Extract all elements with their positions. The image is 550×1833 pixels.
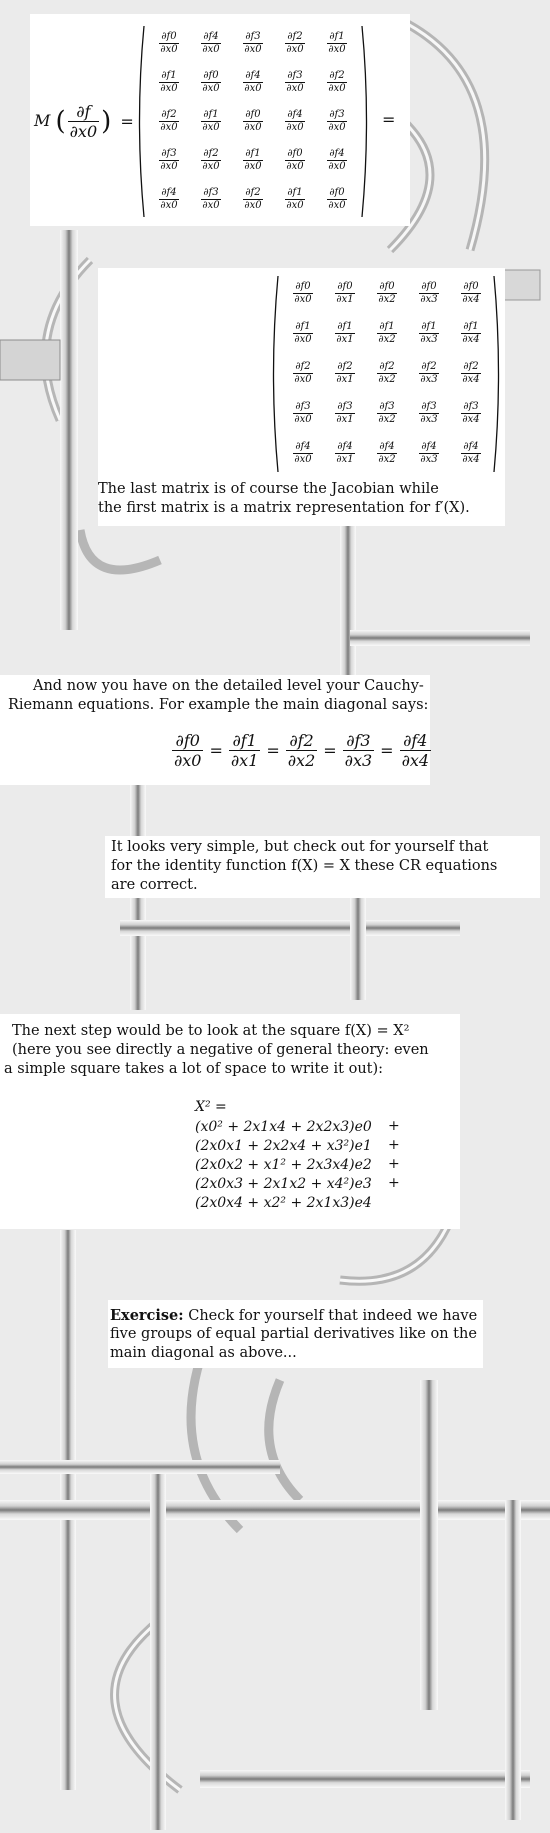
cr-fraction-0 xyxy=(172,731,203,770)
jacobian-matrix-denominator: ∂x4 xyxy=(462,374,480,385)
jacobian-matrix-cell-0-4 xyxy=(450,282,492,305)
top-matrix-numerator: ∂f3 xyxy=(161,148,177,159)
jacobian-matrix-denominator: ∂x0 xyxy=(294,414,312,425)
cr-equation xyxy=(170,731,433,770)
jacobian-matrix-cell-4-1 xyxy=(324,442,366,465)
top-matrix-cell-4-3 xyxy=(274,188,316,211)
top-matrix-denominator: ∂x0 xyxy=(286,161,304,172)
top-matrix-left-paren xyxy=(134,24,146,219)
jacobian-matrix-numerator: ∂f3 xyxy=(337,401,353,412)
jacobian-matrix-numerator: ∂f3 xyxy=(379,401,395,412)
jacobian-matrix-numerator: ∂f0 xyxy=(379,281,395,292)
jacobian-matrix xyxy=(282,274,492,474)
top-matrix-numerator: ∂f0 xyxy=(329,187,345,198)
jacobian-matrix-numerator: ∂f1 xyxy=(421,321,437,332)
jacobian-matrix-numerator: ∂f3 xyxy=(295,401,311,412)
top-matrix-cell-4-2 xyxy=(232,188,274,211)
exercise-text-1: Check for yourself that indeed we have xyxy=(188,1308,478,1324)
square-term-1: (2x0x1 + 2x2x4 + x3²)e1 xyxy=(195,1138,372,1154)
jacobian-matrix-numerator: ∂f1 xyxy=(379,321,395,332)
top-matrix-cell-2-3 xyxy=(274,110,316,133)
jacobian-matrix-cell-2-0 xyxy=(282,362,324,385)
square-line-2: (here you see directly a negative of general theory: even xyxy=(12,1042,429,1058)
top-matrix-denominator: ∂x0 xyxy=(328,200,346,211)
cr-fraction-1 xyxy=(229,731,260,770)
top-matrix-denominator: ∂x0 xyxy=(202,200,220,211)
top-matrix-denominator: ∂x0 xyxy=(202,44,220,55)
jacobian-matrix-denominator: ∂x4 xyxy=(462,294,480,305)
square-term-2: (2x0x2 + x1² + 2x3x4)e2 xyxy=(195,1157,372,1173)
top-matrix-numerator: ∂f2 xyxy=(245,187,261,198)
jacobian-matrix-denominator: ∂x4 xyxy=(462,334,480,345)
top-matrix-cell-1-3 xyxy=(274,71,316,94)
jacobian-matrix-numerator: ∂f2 xyxy=(295,361,311,372)
top-matrix-numerator: ∂f0 xyxy=(245,109,261,120)
top-matrix-denominator: ∂x0 xyxy=(202,122,220,133)
top-matrix-numerator: ∂f1 xyxy=(161,70,177,81)
top-matrix-numerator: ∂f4 xyxy=(329,148,345,159)
jacobian-matrix-denominator: ∂x3 xyxy=(420,414,438,425)
identity-panel xyxy=(105,836,540,898)
equals-sign: = xyxy=(120,112,134,131)
jacobian-matrix-cell-4-4 xyxy=(450,442,492,465)
square-line-3: a simple square takes a lot of space to write it out): xyxy=(4,1061,384,1077)
cr-equals: = xyxy=(209,741,223,760)
jacobian-matrix-denominator: ∂x1 xyxy=(336,414,354,425)
jacobian-matrix-cell-4-2 xyxy=(366,442,408,465)
cr-numerator: ∂f4 xyxy=(400,731,431,751)
jacobian-matrix-cell-4-3 xyxy=(408,442,450,465)
jacobian-matrix-cell-0-3 xyxy=(408,282,450,305)
top-matrix-numerator: ∂f2 xyxy=(161,109,177,120)
jacobian-right-paren xyxy=(492,274,504,474)
top-matrix-cell-2-4 xyxy=(316,110,358,133)
jacobian-matrix-denominator: ∂x3 xyxy=(420,334,438,345)
top-matrix-numerator: ∂f4 xyxy=(245,70,261,81)
top-matrix-denominator: ∂x0 xyxy=(286,44,304,55)
jacobian-matrix-denominator: ∂x0 xyxy=(294,334,312,345)
jacobian-matrix-cell-1-0 xyxy=(282,322,324,345)
top-matrix-numerator: ∂f3 xyxy=(287,70,303,81)
top-matrix-numerator: ∂f1 xyxy=(203,109,219,120)
top-matrix-cell-3-2 xyxy=(232,149,274,172)
cr-numerator: ∂f3 xyxy=(343,731,374,751)
jacobian-matrix-cell-1-1 xyxy=(324,322,366,345)
cr-numerator: ∂f0 xyxy=(172,731,203,751)
top-matrix-cell-0-4 xyxy=(316,32,358,55)
lhs-denominator: ∂x0 xyxy=(69,122,98,141)
jacobian-matrix-denominator: ∂x0 xyxy=(294,294,312,305)
jacobian-matrix-denominator: ∂x4 xyxy=(462,454,480,465)
cr-fraction-3 xyxy=(343,731,374,770)
top-matrix-denominator: ∂x0 xyxy=(286,200,304,211)
top-matrix-cell-2-2 xyxy=(232,110,274,133)
jacobian-matrix-numerator: ∂f2 xyxy=(463,361,479,372)
jacobian-matrix-cell-0-2 xyxy=(366,282,408,305)
exercise-label: Exercise: xyxy=(110,1307,184,1324)
top-matrix-denominator: ∂x0 xyxy=(160,44,178,55)
top-matrix-denominator: ∂x0 xyxy=(202,83,220,94)
top-matrix-cell-4-0 xyxy=(148,188,190,211)
cr-fraction-2 xyxy=(286,731,317,770)
square-head: X² = xyxy=(195,1099,227,1115)
identity-line-3: are correct. xyxy=(111,877,198,893)
lhs-expression: M ( $\frac{\partial f}{\partial x0}$ ) = xyxy=(34,102,134,141)
top-matrix-numerator: ∂f0 xyxy=(287,148,303,159)
top-matrix-denominator: ∂x0 xyxy=(160,122,178,133)
top-matrix-denominator: ∂x0 xyxy=(328,161,346,172)
jacobian-matrix-numerator: ∂f4 xyxy=(463,441,479,452)
jacobian-panel xyxy=(98,268,505,526)
top-matrix-cell-0-1 xyxy=(190,32,232,55)
top-matrix-numerator: ∂f4 xyxy=(203,31,219,42)
jacobian-left-paren xyxy=(268,274,280,474)
jacobian-matrix-denominator: ∂x1 xyxy=(336,454,354,465)
top-matrix-cell-3-3 xyxy=(274,149,316,172)
jacobian-matrix-numerator: ∂f3 xyxy=(463,401,479,412)
square-term-4: (2x0x4 + x2² + 2x1x3)e4 xyxy=(195,1195,372,1211)
top-matrix-cell-1-2 xyxy=(232,71,274,94)
jacobian-matrix-numerator: ∂f1 xyxy=(337,321,353,332)
jacobian-matrix-numerator: ∂f0 xyxy=(337,281,353,292)
top-matrix-denominator: ∂x0 xyxy=(244,161,262,172)
jacobian-matrix-denominator: ∂x1 xyxy=(336,374,354,385)
jacobian-matrix-cell-2-3 xyxy=(408,362,450,385)
exercise-line-1 xyxy=(110,1306,477,1326)
identity-line-2: for the identity function f(X) = X these CR equations xyxy=(111,858,498,874)
top-matrix-cell-1-0 xyxy=(148,71,190,94)
jacobian-matrix-cell-1-3 xyxy=(408,322,450,345)
exercise-panel xyxy=(108,1300,483,1368)
jacobian-matrix-numerator: ∂f1 xyxy=(295,321,311,332)
jacobian-matrix-denominator: ∂x2 xyxy=(378,414,396,425)
cr-paragraph-line-1: And now you have on the detailed level your Cauchy- xyxy=(33,678,424,694)
jacobian-matrix-denominator: ∂x0 xyxy=(294,454,312,465)
top-matrix-cell-3-0 xyxy=(148,149,190,172)
jacobian-matrix-numerator: ∂f3 xyxy=(421,401,437,412)
cr-denominator: ∂x4 xyxy=(401,751,430,770)
jacobian-matrix-cell-1-2 xyxy=(366,322,408,345)
jacobian-matrix-numerator: ∂f4 xyxy=(421,441,437,452)
top-matrix-cell-0-0 xyxy=(148,32,190,55)
jacobian-matrix-denominator: ∂x3 xyxy=(420,454,438,465)
plus-0: + xyxy=(388,1118,400,1134)
jacobian-matrix-denominator: ∂x2 xyxy=(378,294,396,305)
square-term-3: (2x0x3 + 2x1x2 + x4²)e3 xyxy=(195,1176,372,1192)
jacobian-matrix-numerator: ∂f0 xyxy=(421,281,437,292)
square-line-1: The next step would be to look at the square f(X) = X² xyxy=(12,1023,410,1039)
top-matrix-denominator: ∂x0 xyxy=(328,122,346,133)
jacobian-matrix-numerator: ∂f4 xyxy=(379,441,395,452)
cr-equals: = xyxy=(266,741,280,760)
cauchy-riemann-panel xyxy=(0,675,430,785)
jacobian-matrix-denominator: ∂x1 xyxy=(336,294,354,305)
jacobian-matrix-denominator: ∂x1 xyxy=(336,334,354,345)
jacobian-paragraph-line-1: The last matrix is of course the Jacobian while xyxy=(98,481,439,497)
cr-equals: = xyxy=(380,741,394,760)
square-panel xyxy=(0,1014,460,1229)
cr-denominator: ∂x1 xyxy=(230,751,259,770)
top-matrix-denominator: ∂x0 xyxy=(244,122,262,133)
jacobian-matrix-denominator: ∂x3 xyxy=(420,294,438,305)
jacobian-matrix-numerator: ∂f4 xyxy=(337,441,353,452)
top-matrix-panel xyxy=(30,14,410,226)
top-matrix-numerator: ∂f4 xyxy=(287,109,303,120)
top-matrix-numerator: ∂f4 xyxy=(161,187,177,198)
exercise-line-3: main diagonal as above... xyxy=(110,1345,297,1361)
cr-equals: = xyxy=(323,741,337,760)
cr-denominator: ∂x0 xyxy=(174,751,202,770)
top-matrix-cell-0-3 xyxy=(274,32,316,55)
jacobian-matrix-cell-2-2 xyxy=(366,362,408,385)
cr-numerator: ∂f2 xyxy=(286,731,317,751)
jacobian-matrix-cell-1-4 xyxy=(450,322,492,345)
top-matrix-denominator: ∂x0 xyxy=(160,200,178,211)
top-matrix-cell-3-1 xyxy=(190,149,232,172)
top-matrix-denominator: ∂x0 xyxy=(328,44,346,55)
top-matrix-cell-1-1 xyxy=(190,71,232,94)
top-matrix-numerator: ∂f2 xyxy=(203,148,219,159)
cr-denominator: ∂x3 xyxy=(344,751,373,770)
top-matrix-denominator: ∂x0 xyxy=(244,200,262,211)
identity-line-1: It looks very simple, but check out for yourself that xyxy=(111,839,489,855)
jacobian-matrix-denominator: ∂x2 xyxy=(378,454,396,465)
top-matrix-numerator: ∂f2 xyxy=(329,70,345,81)
top-matrix-numerator: ∂f1 xyxy=(287,187,303,198)
cr-fraction-4 xyxy=(400,731,431,770)
top-matrix-denominator: ∂x0 xyxy=(244,83,262,94)
top-matrix-denominator: ∂x0 xyxy=(286,83,304,94)
jacobian-matrix-cell-3-3 xyxy=(408,402,450,425)
jacobian-matrix-numerator: ∂f2 xyxy=(379,361,395,372)
jacobian-matrix-denominator: ∂x3 xyxy=(420,374,438,385)
top-matrix-denominator: ∂x0 xyxy=(160,83,178,94)
top-matrix xyxy=(148,24,358,219)
top-matrix-numerator: ∂f1 xyxy=(245,148,261,159)
jacobian-matrix-denominator: ∂x0 xyxy=(294,374,312,385)
jacobian-matrix-cell-0-0 xyxy=(282,282,324,305)
top-matrix-numerator: ∂f3 xyxy=(203,187,219,198)
lhs-numerator: ∂f xyxy=(68,102,99,122)
jacobian-matrix-cell-4-0 xyxy=(282,442,324,465)
jacobian-matrix-denominator: ∂x4 xyxy=(462,414,480,425)
jacobian-matrix-cell-0-1 xyxy=(324,282,366,305)
top-matrix-cell-0-2 xyxy=(232,32,274,55)
jacobian-matrix-cell-3-2 xyxy=(366,402,408,425)
cr-numerator: ∂f1 xyxy=(229,731,260,751)
jacobian-matrix-cell-3-1 xyxy=(324,402,366,425)
jacobian-matrix-numerator: ∂f4 xyxy=(295,441,311,452)
top-matrix-denominator: ∂x0 xyxy=(160,161,178,172)
top-matrix-cell-1-4 xyxy=(316,71,358,94)
top-matrix-denominator: ∂x0 xyxy=(202,161,220,172)
top-matrix-numerator: ∂f1 xyxy=(329,31,345,42)
jacobian-matrix-cell-3-4 xyxy=(450,402,492,425)
top-matrix-cell-2-0 xyxy=(148,110,190,133)
top-matrix-numerator: ∂f0 xyxy=(161,31,177,42)
trailing-equals-sign: = xyxy=(382,110,396,129)
top-matrix-denominator: ∂x0 xyxy=(328,83,346,94)
jacobian-matrix-cell-2-4 xyxy=(450,362,492,385)
jacobian-matrix-numerator: ∂f1 xyxy=(463,321,479,332)
jacobian-matrix-cell-3-0 xyxy=(282,402,324,425)
jacobian-paragraph-line-2: the first matrix is a matrix representation for f′(X). xyxy=(98,500,470,516)
jacobian-matrix-denominator: ∂x2 xyxy=(378,374,396,385)
jacobian-matrix-numerator: ∂f0 xyxy=(463,281,479,292)
top-matrix-right-paren xyxy=(360,24,372,219)
top-matrix-numerator: ∂f3 xyxy=(245,31,261,42)
exercise-line-2: five groups of equal partial derivatives like on the xyxy=(110,1326,477,1342)
top-matrix-numerator: ∂f0 xyxy=(203,70,219,81)
top-matrix-numerator: ∂f2 xyxy=(287,31,303,42)
cr-paragraph-line-2: Riemann equations. For example the main diagonal says: xyxy=(8,697,429,713)
jacobian-matrix-numerator: ∂f2 xyxy=(421,361,437,372)
plus-2: + xyxy=(388,1156,400,1172)
jacobian-matrix-denominator: ∂x2 xyxy=(378,334,396,345)
top-matrix-denominator: ∂x0 xyxy=(286,122,304,133)
square-term-0: (x0² + 2x1x4 + 2x2x3)e0 xyxy=(195,1119,372,1135)
plus-3: + xyxy=(388,1175,400,1191)
jacobian-matrix-numerator: ∂f2 xyxy=(337,361,353,372)
jacobian-matrix-numerator: ∂f0 xyxy=(295,281,311,292)
top-matrix-denominator: ∂x0 xyxy=(244,44,262,55)
operator-m: M xyxy=(34,111,51,130)
plus-1: + xyxy=(388,1137,400,1153)
jacobian-matrix-cell-2-1 xyxy=(324,362,366,385)
top-matrix-numerator: ∂f3 xyxy=(329,109,345,120)
cr-denominator: ∂x2 xyxy=(287,751,316,770)
top-matrix-cell-4-4 xyxy=(316,188,358,211)
top-matrix-cell-3-4 xyxy=(316,149,358,172)
top-matrix-cell-2-1 xyxy=(190,110,232,133)
top-matrix-cell-4-1 xyxy=(190,188,232,211)
